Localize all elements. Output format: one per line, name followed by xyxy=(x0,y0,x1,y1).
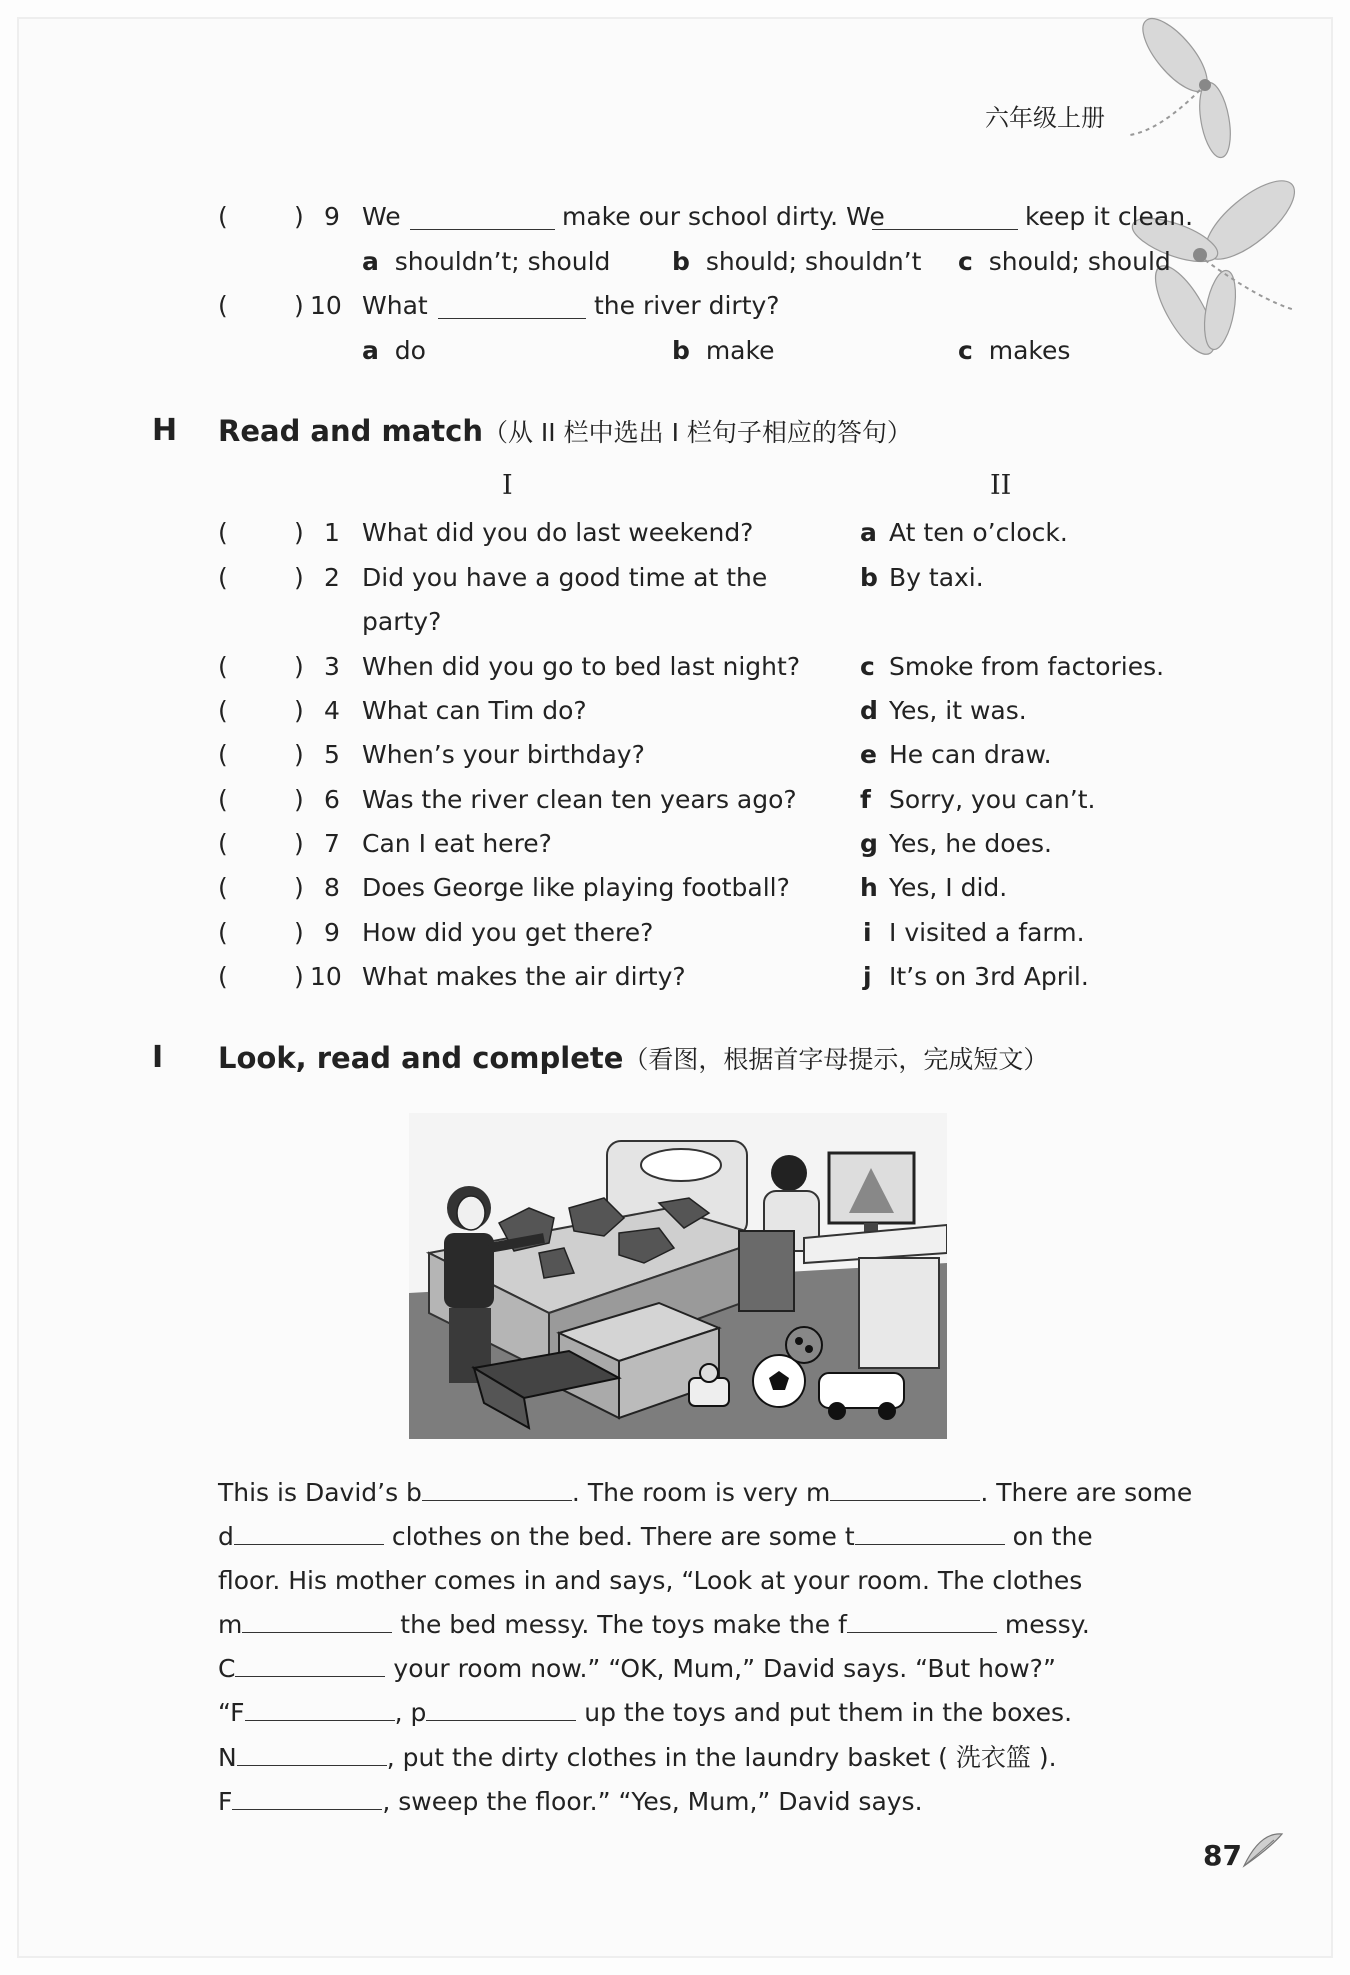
answer-paren-open: ( xyxy=(218,785,228,814)
answer-paren-close: ) xyxy=(294,918,304,947)
messy-bedroom-illustration xyxy=(409,1113,947,1439)
answer-blank[interactable] xyxy=(234,1522,384,1545)
question-number: 7 xyxy=(324,829,340,858)
question-stem-part: make our school dirty. We xyxy=(562,202,885,231)
answer-blank[interactable] xyxy=(232,1787,382,1810)
answer-paren-open: ( xyxy=(218,652,228,681)
leaf-icon xyxy=(1240,1830,1285,1870)
answer-paren-close: ) xyxy=(294,785,304,814)
option-a: a do xyxy=(362,336,426,365)
answer-blank[interactable] xyxy=(847,1610,997,1633)
passage-text: . The room is very m xyxy=(571,1478,831,1507)
question-text: When did you go to bed last night? xyxy=(362,652,801,681)
dragonfly-decoration-icon xyxy=(1080,10,1320,370)
passage-text: N xyxy=(218,1743,237,1772)
option-b: b should; shouldn’t xyxy=(672,247,922,276)
passage-line xyxy=(218,1698,1072,1728)
passage-text: m xyxy=(218,1610,243,1639)
answer-blank[interactable] xyxy=(235,1654,385,1677)
answer-slot[interactable] xyxy=(238,873,288,903)
question-text: Does George like playing football? xyxy=(362,873,790,902)
answer-paren-open: ( xyxy=(218,829,228,858)
passage-line xyxy=(218,1743,1057,1773)
passage-text: 洗衣篮 xyxy=(955,1743,1031,1772)
question-stem-part: the river dirty? xyxy=(594,291,780,320)
passage-text: clothes on the bed. There are some t xyxy=(383,1522,855,1551)
pillow-icon xyxy=(641,1149,721,1181)
answer-paren-open: ( xyxy=(218,962,228,991)
question-text: What can Tim do? xyxy=(362,696,587,725)
option-c: c makes xyxy=(958,336,1071,365)
answer-letter: g xyxy=(860,829,878,858)
question-number: 10 xyxy=(310,291,342,320)
answer-letter: a xyxy=(860,518,877,547)
column-heading-ii: II xyxy=(990,470,1012,501)
passage-text: ). xyxy=(1038,1743,1057,1772)
answer-blank[interactable] xyxy=(245,1698,395,1721)
answer-text: He can draw. xyxy=(889,740,1052,769)
section-letter: I xyxy=(152,1040,164,1075)
option-a: a shouldn’t; should xyxy=(362,247,611,276)
answer-letter: i xyxy=(863,918,872,947)
question-text-continued: party? xyxy=(362,607,442,636)
question-text: Did you have a good time at the xyxy=(362,563,768,592)
answer-paren-open: ( xyxy=(218,696,228,725)
section-letter: H xyxy=(152,413,178,448)
question-number: 4 xyxy=(324,696,340,725)
answer-letter: b xyxy=(860,563,878,592)
passage-text: , sweep the floor.” “Yes, Mum,” David says. xyxy=(382,1787,923,1816)
passage-line xyxy=(218,1610,1090,1640)
passage-text: , put the dirty clothes in the laundry basket ( xyxy=(386,1743,948,1772)
question-text: What makes the air dirty? xyxy=(362,962,686,991)
question-stem-part: keep it clean. xyxy=(1025,202,1194,231)
answer-paren-close: ) xyxy=(294,652,304,681)
question-number: 9 xyxy=(324,918,340,947)
section-title: Read and match xyxy=(218,414,483,448)
passage-text: C xyxy=(218,1654,236,1683)
answer-paren-open: ( xyxy=(218,918,228,947)
answer-letter: j xyxy=(863,962,872,991)
passage-line xyxy=(218,1787,923,1817)
answer-slot[interactable] xyxy=(238,918,288,948)
question-number: 8 xyxy=(324,873,340,902)
answer-slot[interactable] xyxy=(238,563,288,593)
answer-slot[interactable] xyxy=(238,518,288,548)
question-number: 3 xyxy=(324,652,340,681)
answer-paren-close: ) xyxy=(294,962,304,991)
football-icon xyxy=(753,1355,805,1407)
answer-text: Smoke from factories. xyxy=(889,652,1165,681)
passage-line xyxy=(218,1478,1192,1508)
spacer xyxy=(948,1743,956,1772)
page-number: 87 xyxy=(1203,1839,1242,1872)
answer-paren-close: ) xyxy=(294,873,304,902)
section-instruction: （从 II 栏中选出 I 栏句子相应的答句） xyxy=(482,418,912,447)
question-number: 1 xyxy=(324,518,340,547)
answer-blank[interactable] xyxy=(830,1478,980,1501)
option-c: c should; should xyxy=(958,247,1171,276)
passage-text: This is David’s b xyxy=(218,1478,422,1507)
answer-blank[interactable] xyxy=(410,207,555,230)
answer-paren-open: ( xyxy=(218,202,228,231)
answer-blank[interactable] xyxy=(855,1522,1005,1545)
passage-line xyxy=(218,1566,1082,1596)
passage-text: . There are some xyxy=(980,1478,1193,1507)
answer-paren-open: ( xyxy=(218,563,228,592)
question-number: 2 xyxy=(324,563,340,592)
answer-paren-close: ) xyxy=(294,829,304,858)
section-heading xyxy=(218,1040,1048,1076)
answer-paren-open: ( xyxy=(218,518,228,547)
section-title: Look, read and complete xyxy=(218,1041,624,1075)
answer-text: Yes, I did. xyxy=(889,873,1008,902)
answer-letter: h xyxy=(860,873,878,902)
question-number: 5 xyxy=(324,740,340,769)
answer-blank[interactable] xyxy=(237,1743,387,1766)
passage-text: up the toys and put them in the boxes. xyxy=(576,1698,1073,1727)
question-text: Was the river clean ten years ago? xyxy=(362,785,797,814)
question-stem-part: What xyxy=(362,291,428,320)
grade-label: 六年级上册 xyxy=(985,104,1105,132)
answer-slot[interactable] xyxy=(238,829,288,859)
passage-text: d xyxy=(218,1522,234,1551)
passage-line xyxy=(218,1522,1093,1552)
passage-text: floor. His mother comes in and says, “Look at your room. The clothes xyxy=(218,1566,1083,1595)
answer-paren-close: ) xyxy=(294,202,304,231)
answer-blank[interactable] xyxy=(426,1698,576,1721)
option-b: b make xyxy=(672,336,775,365)
passage-text: the bed messy. The toys make the f xyxy=(392,1610,847,1639)
question-text: What did you do last weekend? xyxy=(362,518,754,547)
answer-paren-open: ( xyxy=(218,291,228,320)
question-number: 10 xyxy=(310,962,342,991)
passage-text: F xyxy=(218,1787,233,1816)
answer-paren-close: ) xyxy=(294,740,304,769)
passage-text: your room now.” “OK, Mum,” David says. “But how?” xyxy=(385,1654,1056,1683)
computer-monitor-icon xyxy=(829,1153,914,1235)
answer-letter: f xyxy=(860,785,871,814)
answer-paren-close: ) xyxy=(294,563,304,592)
answer-slot[interactable] xyxy=(238,696,288,726)
answer-slot[interactable] xyxy=(238,785,288,815)
answer-letter: e xyxy=(860,740,877,769)
answer-paren-close: ) xyxy=(294,696,304,725)
answer-text: I visited a farm. xyxy=(889,918,1085,947)
answer-text: Yes, it was. xyxy=(889,696,1027,725)
answer-blank[interactable] xyxy=(422,1478,572,1501)
answer-text: Sorry, you can’t. xyxy=(889,785,1096,814)
answer-paren-close: ) xyxy=(294,518,304,547)
answer-paren-open: ( xyxy=(218,740,228,769)
answer-text: It’s on 3rd April. xyxy=(889,962,1089,991)
passage-text: “F xyxy=(218,1698,245,1727)
answer-letter: d xyxy=(860,696,878,725)
answer-slot[interactable] xyxy=(238,962,288,992)
answer-blank[interactable] xyxy=(438,296,586,319)
section-instruction: （看图，根据首字母提示，完成短文） xyxy=(623,1045,1049,1074)
answer-blank[interactable] xyxy=(872,207,1018,230)
passage-text: on the xyxy=(1004,1522,1093,1551)
toy-ladybug-icon xyxy=(786,1327,822,1363)
answer-text: Yes, he does. xyxy=(889,829,1052,858)
question-text: How did you get there? xyxy=(362,918,654,947)
answer-text: By taxi. xyxy=(889,563,984,592)
answer-paren-open: ( xyxy=(218,873,228,902)
question-text: Can I eat here? xyxy=(362,829,552,858)
answer-text: At ten o’clock. xyxy=(889,518,1068,547)
answer-blank[interactable] xyxy=(242,1610,392,1633)
answer-slot[interactable] xyxy=(238,652,288,682)
question-stem-part: We xyxy=(362,202,401,231)
section-heading xyxy=(218,413,912,449)
answer-paren-close: ) xyxy=(294,291,304,320)
passage-text: , p xyxy=(394,1698,427,1727)
spacer xyxy=(1031,1743,1039,1772)
passage-line xyxy=(218,1654,1056,1684)
question-text: When’s your birthday? xyxy=(362,740,645,769)
answer-letter: c xyxy=(860,652,875,681)
column-heading-i: I xyxy=(502,470,513,501)
question-number: 6 xyxy=(324,785,340,814)
answer-slot[interactable] xyxy=(238,740,288,770)
question-number: 9 xyxy=(324,202,340,231)
passage-text: messy. xyxy=(996,1610,1090,1639)
